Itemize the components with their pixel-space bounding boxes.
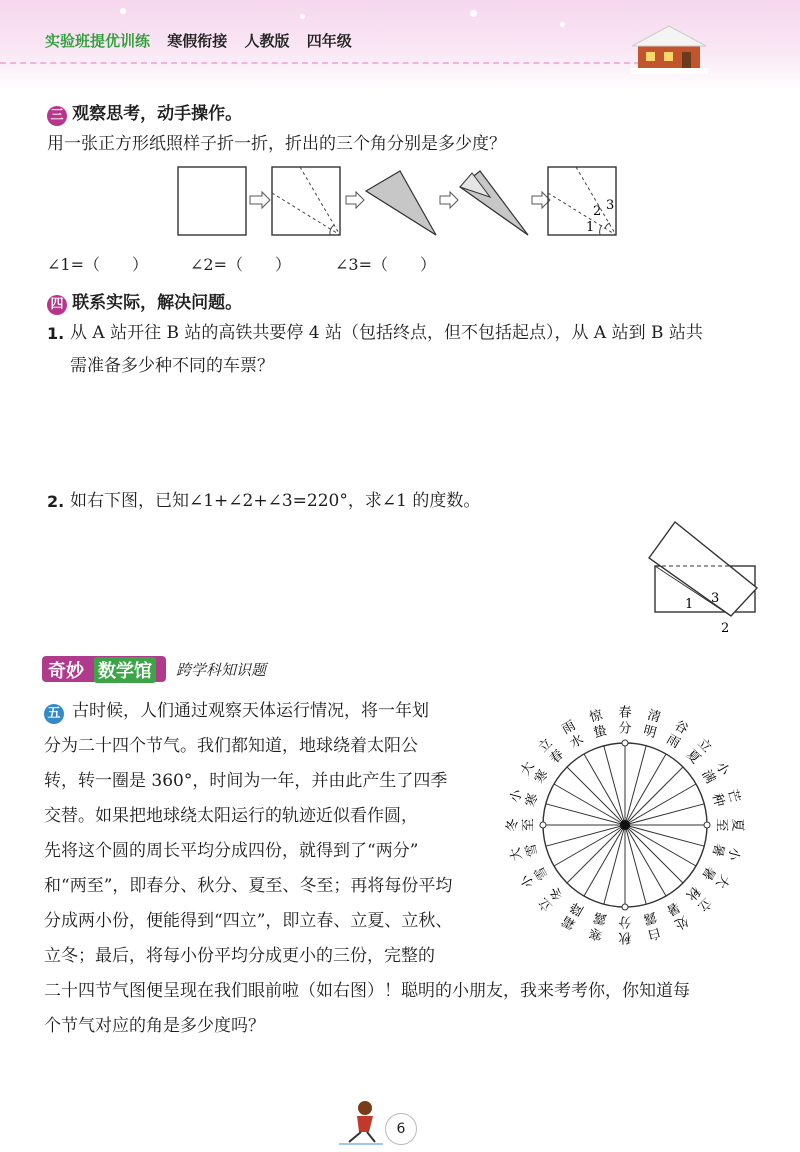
angle-label-3: 3 <box>606 198 615 213</box>
wheel-spoke <box>604 746 625 825</box>
question1-number: 1. <box>47 324 65 343</box>
answer-angle-3: ∠3=（ ） <box>335 255 436 274</box>
answer-angle-2: ∠2=（ ） <box>190 255 291 274</box>
solar-term-char: 冬 <box>547 882 568 903</box>
section5-badge: 五 <box>44 704 64 724</box>
question2-number: 2. <box>47 492 65 511</box>
wheel-marker-dot <box>704 822 710 828</box>
wheel-spoke <box>625 804 704 825</box>
solar-term-char: 暑 <box>698 863 718 883</box>
question1-line2: 需准备多少种不同的车票？ <box>70 356 274 376</box>
wheel-center-dot <box>620 820 630 830</box>
section5-line: 和“两至”，即春分、秋分、夏至、冬至；再将每份平均 <box>44 876 453 896</box>
solar-term-char: 秋 <box>682 882 703 903</box>
skater-illustration <box>335 1100 387 1146</box>
section4-badge: 四 <box>47 295 67 315</box>
book-edition: 人教版 <box>244 32 290 50</box>
solar-term-char: 白 <box>645 924 663 943</box>
solar-term-char: 大 <box>518 759 538 779</box>
paper-folding-figure <box>150 163 630 243</box>
solar-term-char: 至 <box>713 818 729 832</box>
section4-title: 联系实际，解决问题。 <box>72 293 243 313</box>
section5-line: 转，转一圈是 360°，时间为一年，并由此产生了四季 <box>44 771 448 791</box>
solar-term-char: 至 <box>521 818 537 832</box>
solar-term-char: 大 <box>507 845 526 863</box>
running-header <box>45 30 352 51</box>
snowflake-decoration <box>300 14 305 19</box>
snowflake-decoration <box>470 10 477 17</box>
solar-term-char: 处 <box>671 912 691 932</box>
solar-term-char: 暑 <box>708 841 727 859</box>
solar-term-char: 小 <box>724 845 743 863</box>
solar-term-char: 露 <box>591 908 609 927</box>
solar-term-char: 分 <box>618 721 632 737</box>
solar-term-char: 夏 <box>729 818 745 832</box>
wheel-spoke <box>625 825 704 846</box>
snowflake-decoration <box>120 8 126 14</box>
solar-term-char: 立 <box>694 735 715 756</box>
solar-terms-wheel <box>500 700 760 960</box>
question2-text: 如右下图，已知∠1+∠2+∠3=220°，求∠1 的度数。 <box>70 491 481 511</box>
solar-term-char: 秋 <box>618 929 632 945</box>
solar-term-char: 满 <box>698 767 718 787</box>
solar-term-char: 春 <box>547 747 568 768</box>
solar-term-char: 谷 <box>671 718 691 738</box>
solar-term-char: 小 <box>712 759 732 779</box>
section5-line: 个节气对应的角是多少度吗？ <box>44 1016 265 1036</box>
section4-heading <box>47 288 242 315</box>
folded-rectangle-figure <box>645 518 765 638</box>
wheel-spoke <box>625 825 646 904</box>
angle-label-2: 2 <box>593 204 602 219</box>
solar-term-char: 立 <box>535 735 556 756</box>
snow-house-illustration <box>630 22 708 74</box>
solar-term-char: 种 <box>708 791 727 809</box>
section5-line: 交替。如果把地球绕太阳运行的轨迹近似看作圆， <box>44 806 418 826</box>
wheel-marker-dot <box>622 740 628 746</box>
section5-line: 二十四节气图便呈现在我们眼前啦（如右图）！聪明的小朋友，我来考考你，你知道每 <box>44 981 690 1001</box>
solar-term-char: 清 <box>645 707 663 726</box>
solar-term-char: 夏 <box>682 747 703 768</box>
wheel-spoke <box>546 804 625 825</box>
section3-badge: 三 <box>47 106 67 126</box>
section5-line: 分为二十四个节气。我们都知道，地球绕着太阳公 <box>44 736 418 756</box>
angle-label-1: 1 <box>685 597 694 612</box>
page-number: 6 <box>385 1113 417 1145</box>
wheel-spoke <box>546 825 625 846</box>
solar-term-char: 蛰 <box>591 723 609 742</box>
solar-term-char: 春 <box>618 705 632 721</box>
solar-term-char: 暑 <box>663 898 683 918</box>
banner-part1: 奇妙 <box>48 661 84 682</box>
section3-heading <box>47 99 242 126</box>
book-title: 寒假衔接 <box>167 32 228 50</box>
wheel-marker-dot <box>540 822 546 828</box>
wheel-marker-dot <box>622 904 628 910</box>
solar-term-char: 雨 <box>663 732 683 752</box>
answer-angle-1: ∠1=（ ） <box>47 255 148 274</box>
solar-term-char: 芒 <box>724 787 743 805</box>
section5-line: 古时候，人们通过观察天体运行情况，将一年划 <box>72 701 429 721</box>
solar-term-char: 小 <box>507 787 526 805</box>
section5-badge-wrap <box>44 702 64 724</box>
solar-term-char: 寒 <box>532 767 552 787</box>
solar-term-char: 明 <box>641 723 659 742</box>
section5-line: 先将这个圆的周长平均分成四份，就得到了“两分” <box>44 841 419 861</box>
wheel-spoke <box>604 825 625 904</box>
angle-label-1: 1 <box>586 220 595 235</box>
banner-part2: 数学馆 <box>94 657 156 683</box>
solar-term-char: 立 <box>535 894 556 915</box>
solar-term-char: 惊 <box>587 707 605 726</box>
snowflake-decoration <box>560 22 565 27</box>
question1-line1: 从 A 站开往 B 站的高铁共要停 4 站（包括终点，但不包括起点），从 A 站到 B 站共 <box>70 323 703 343</box>
section3-prompt: 用一张正方形纸照样子折一折，折出的三个角分别是多少度？ <box>47 134 506 154</box>
solar-term-char: 立 <box>694 894 715 915</box>
section5-line: 立冬；最后，将每小份平均分成更小的三份，完整的 <box>44 946 435 966</box>
solar-term-char: 降 <box>567 898 587 918</box>
header-divider <box>0 62 640 64</box>
solar-term-char: 寒 <box>523 791 542 809</box>
solar-term-char: 露 <box>641 908 659 927</box>
solar-term-char: 霜 <box>559 912 579 932</box>
solar-term-char: 分 <box>618 913 632 929</box>
solar-term-char: 雨 <box>559 718 579 738</box>
solar-term-char: 小 <box>518 871 538 891</box>
solar-term-char: 寒 <box>587 924 605 943</box>
banner-subtitle: 跨学科知识题 <box>176 661 267 679</box>
brand-name: 实验班提优训练 <box>45 32 151 50</box>
section5-line: 分成两小份，便能得到“四立”，即立春、立夏、立秋、 <box>44 911 453 931</box>
book-grade: 四年级 <box>306 32 352 50</box>
angle-label-2: 2 <box>721 621 730 636</box>
solar-term-char: 雪 <box>523 841 542 859</box>
wheel-spoke <box>625 746 646 825</box>
angle-label-3: 3 <box>711 591 720 606</box>
solar-term-char: 大 <box>712 871 732 891</box>
solar-term-char: 雪 <box>532 863 552 883</box>
section3-title: 观察思考，动手操作。 <box>72 104 243 124</box>
solar-term-char: 水 <box>567 732 587 752</box>
solar-term-char: 冬 <box>505 818 521 832</box>
